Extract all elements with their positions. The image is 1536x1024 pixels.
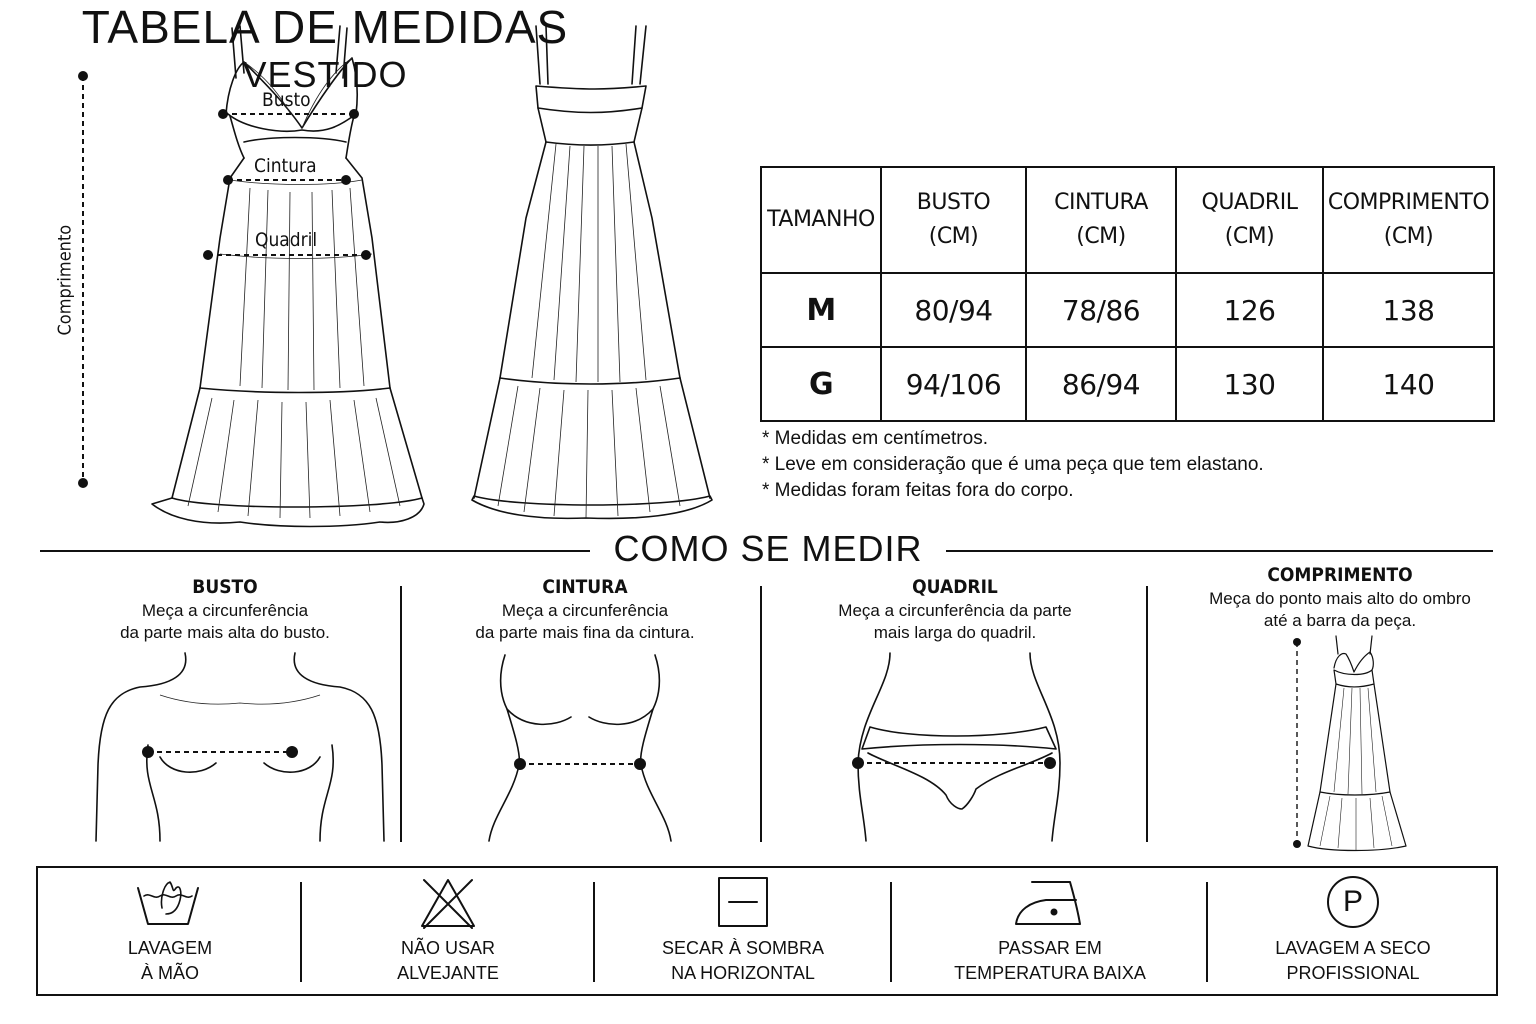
cell-length: 140 [1323,347,1494,421]
dress-back-diagram [466,18,726,538]
header-hip: QUADRIL (CM) [1176,167,1323,273]
label-bust: Busto [262,89,311,111]
step-title-length: COMPRIMENTO [1267,564,1413,586]
note-item: * Medidas foram feitas fora do corpo. [762,480,1074,501]
header-length: COMPRIMENTO (CM) [1323,167,1494,273]
iron-low-icon [1012,876,1084,928]
section-title: COMO SE MEDIR [590,528,946,570]
care-divider [890,882,892,982]
note-item: * Medidas em centímetros. [762,428,988,449]
table-header-row [761,167,1494,273]
length-figure [1290,632,1420,854]
column-divider [1146,586,1148,842]
divider-line [940,550,1493,552]
cell-length: 138 [1323,273,1494,347]
cell-hip: 130 [1176,347,1323,421]
care-label-hand-wash: LAVAGEM À MÃO [127,938,213,983]
dry-clean-glyph: P [1342,885,1363,918]
header-bust: BUSTO (CM) [881,167,1026,273]
step-text-length: Meça do ponto mais alto do ombro até a barra da peça. [1209,589,1471,630]
no-bleach-icon [418,876,478,930]
care-label-no-bleach: NÃO USAR ALVEJANTE [397,938,499,983]
hip-figure [850,645,1070,845]
column-divider [760,586,762,842]
header-size: TAMANHO [761,167,881,273]
care-label-dry-clean: LAVAGEM A SECO PROFISSIONAL [1275,938,1431,983]
cell-bust: 80/94 [881,273,1026,347]
step-text-waist: Meça a circunferência da parte mais fina da cintura. [475,601,695,642]
care-divider [300,882,302,982]
dress-front-diagram [40,18,470,538]
step-text-hip: Meça a circunferência da parte mais larga do quadril. [838,601,1072,642]
step-text-bust: Meça a circunferência da parte mais alta do busto. [120,601,330,642]
care-divider [1206,882,1208,982]
table-row [761,273,1494,347]
hand-wash-icon [136,878,200,928]
label-length: Comprimento [54,224,76,336]
label-waist: Cintura [254,155,317,177]
cell-hip: 126 [1176,273,1323,347]
cell-size: M [761,273,881,347]
label-hip: Quadril [255,229,318,251]
column-divider [400,586,402,842]
divider-line [40,550,600,552]
dry-flat-shade-icon [717,876,769,928]
waist-figure [485,645,685,845]
size-table [760,166,1495,422]
step-title-bust: BUSTO [192,576,258,598]
cell-waist: 78/86 [1026,273,1176,347]
header-waist: CINTURA (CM) [1026,167,1176,273]
page-subtitle: VESTIDO [242,54,408,95]
page-title: TABELA DE MEDIDAS [81,1,569,53]
care-label-iron: PASSAR EM TEMPERATURA BAIXA [954,938,1146,983]
table-row [761,347,1494,421]
cell-size: G [761,347,881,421]
care-divider [593,882,595,982]
step-title-waist: CINTURA [542,576,628,598]
bust-figure [90,645,390,845]
note-item: * Leve em consideração que é uma peça que tem elastano. [762,454,1264,475]
step-title-hip: QUADRIL [912,576,998,598]
care-label-dry-flat: SECAR À SOMBRA NA HORIZONTAL [661,938,825,983]
cell-bust: 94/106 [881,347,1026,421]
cell-waist: 86/94 [1026,347,1176,421]
